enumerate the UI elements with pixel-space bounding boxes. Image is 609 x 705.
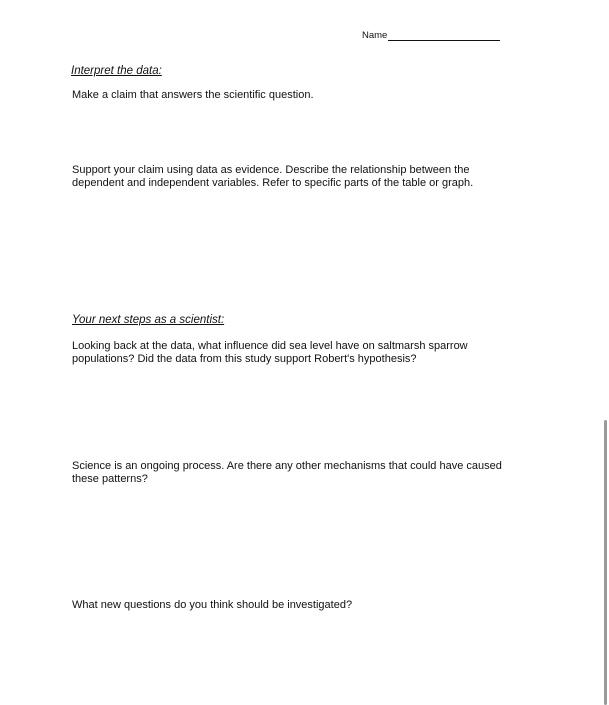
name-field [362, 30, 500, 41]
name-blank-line [388, 31, 500, 41]
support-prompt: Support your claim using data as evidence. Describe the relationship between the dependent and independent variables. Refer to specific parts of the table or graph. [72, 164, 474, 189]
sea-level-prompt: Looking back at the data, what influence did sea level have on saltmarsh sparrow populations? Did the data from this study support Robert's hypothesis? [72, 340, 468, 365]
new-questions-prompt: What new questions do you think should be investigated? [72, 599, 353, 611]
claim-prompt: Make a claim that answers the scientific question. [72, 89, 314, 101]
next-steps-heading: Your next steps as a scientist: [72, 314, 225, 326]
interpret-heading: Interpret the data: [71, 65, 162, 77]
name-label: Name [362, 30, 388, 41]
vertical-scrollbar[interactable] [604, 420, 607, 705]
mechanisms-prompt: Science is an ongoing process. Are there any other mechanisms that could have caused these patterns? [72, 460, 502, 485]
